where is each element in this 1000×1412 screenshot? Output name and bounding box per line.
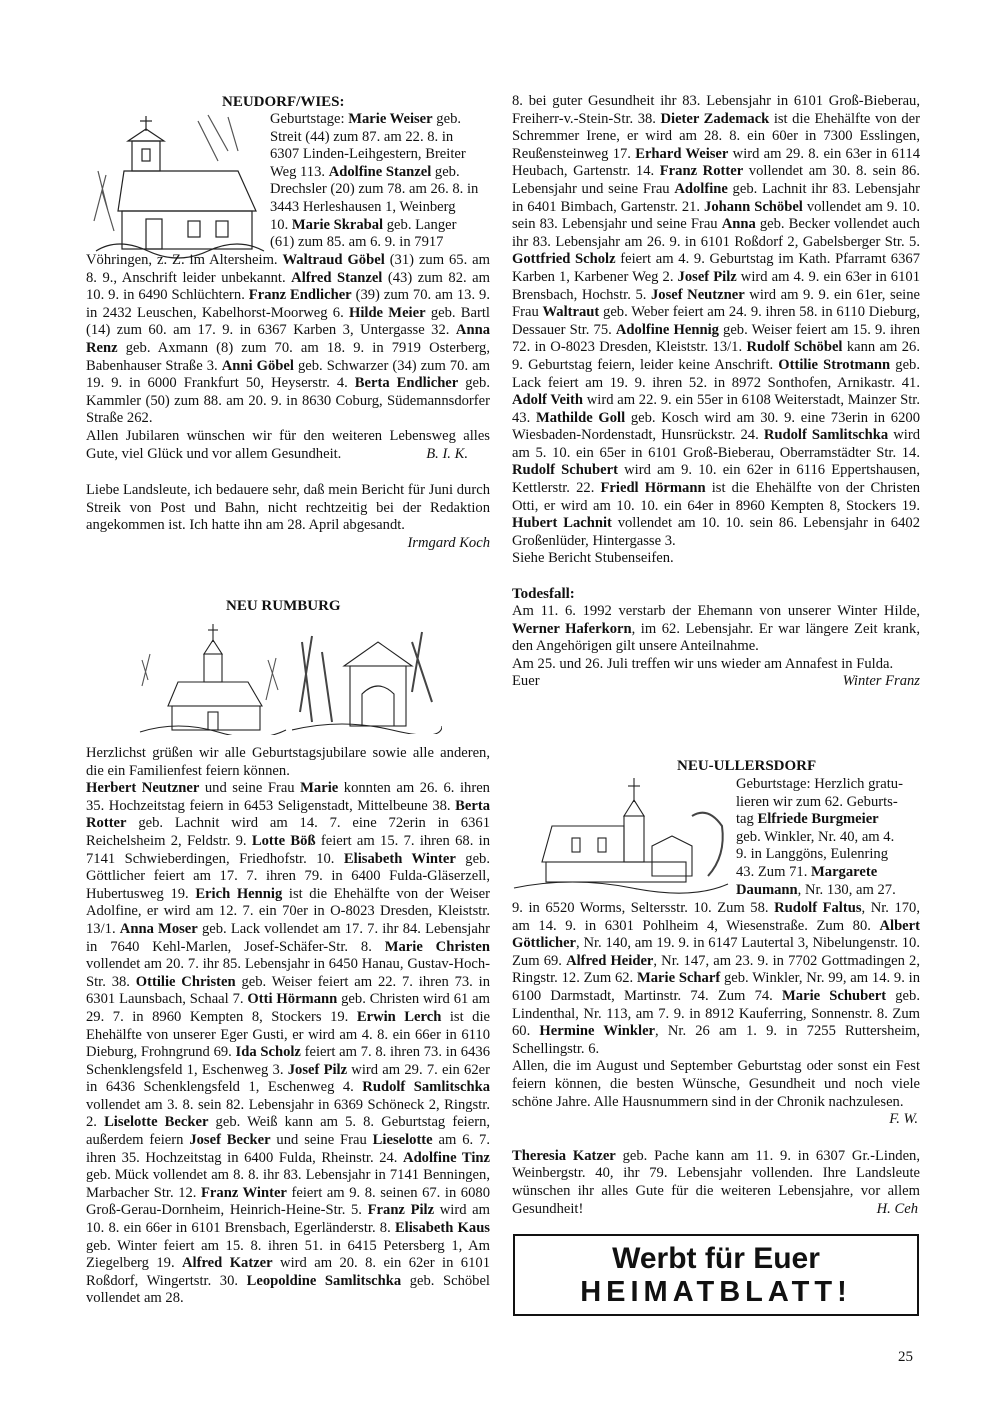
neudorf-intro-line: 3443 Herleshausen 1, Weinberg [270,198,456,215]
chapel-gate-illustration [292,622,442,734]
neudorf-intro-line: Geburtstage: Marie Weiser geb. [270,111,462,127]
heimatblatt-ad [513,1234,919,1316]
neudorf-intro-line: 10. Marie Skrabal geb. Langer [270,216,457,233]
ullersdorf-body: 9. in 6520 Worms, Seltersstr. 10. Zum 58. Rudolf Faltus, Nr. 170, am 14. 9. in 6301 Pohlheim 4, Wiesenstraße. Zum 80. Albert Göttlicher, Nr. 140, am 19. 9. in 6147 Lautertal 3, Nibelungenstr. 10. Zum 69. Alfred Heider, Nr. 147, am 23. 9. in 7702 Gottmadingen 2, Ringstr. 12. Zum 62. Marie Scharf geb. Winkler, Nr. 99, am 14. 9. in 6100 Darmstadt, Martinstr. 74. Zum 74. Marie Schubert geb. Lindenthal, Nr. 113, am 7. 9. in 8912 Kauferring, Sonnenstr. 8. Zum 60. Hermine Winkler, Nr. 26 am 1. 9. in 7255 Ruttersheim, Schellingstr. 6. [512,900,921,1057]
ad-line-1: Werbt für Euer [612,1242,820,1275]
church-illustration [88,111,266,261]
todesfall-title: Todesfall: [512,586,575,603]
todesfall-euer: Euer [512,673,540,690]
katzer-body: Theresia Katzer geb. Pache kann am 11. 9. in 6307 Gr.-Linden, Weinbergstr. 40, ihr 79. Lebensjahr vollenden. Ihre Landsleute wünschen ihr alles Gute für die weiteren Lebensjahre, vor allem Gesundheit! [512,1147,921,1217]
ullersdorf-intro-line: 9. in Langgöns, Eulenring [736,846,888,863]
ullersdorf-wishes-signature: F. W. [889,1111,918,1128]
village-church-illustration [138,620,288,735]
neudorf-intro-line: (61) zum 85. am 6. 9. in 7917 [270,234,444,251]
ullersdorf-wishes: Allen, die im August und September Geburtstag oder sonst ein Fest feiern können, die besten Wünsche, Gesundheit und noch viele schöne Jahre. Alle Hausnummern sind in der Chronik nachzulesen. [512,1058,920,1110]
neu-ullersdorf-title: NEU-ULLERSDORF [677,758,817,774]
ullersdorf-intro-line: lieren wir zum 62. Geburts- [736,793,898,810]
ad-line-2: HEIMATBLATT! [580,1276,852,1308]
ullersdorf-intro-line: geb. Winkler, Nr. 40, am 4. [736,828,895,845]
neudorf-note-signature: Irmgard Koch [407,534,490,551]
neudorf-intro-line: 6307 Linden-Leihgestern, Breiter [270,146,466,163]
ullersdorf-church-illustration [512,776,730,894]
neudorf-title: NEUDORF/WIES: [222,94,345,110]
neudorf-intro-line: Weg 113. Adolfine Stanzel geb. [270,163,460,180]
ullersdorf-intro-line: Daumann, Nr. 130, am 27. [736,881,896,898]
ullersdorf-intro-line: Geburtstage: Herzlich gratu- [736,776,903,792]
ullersdorf-intro-line: tag Elfriede Burgmeier [736,811,879,828]
neu-rumburg-body: Herzlichst grüßen wir alle Geburtstagsjubilare sowie alle anderen, die ein Familienfest feiern können. Herbert Neutzner und seine Frau Marie konnten am 26. 6. ihren 35. Hochzeitstag feiern in 6453 Seligenstadt, Mittelbeune 38. Berta Rotter geb. Lachnit wird am 14. 7. eine 72erin in 6361 Reichelsheim 2, Feldstr. 9. Lotte Böß feiert am 15. 7. ihren 68. in 7141 Schwieberdingen, Friedhofstr. 10. Elisabeth Winter geb. Göttlicher feiert am 17. 7. ihren 79. in 6400 Fulda-Gläserzell, Hubertusweg 19. Erich Hennig ist die Ehehälfte von der Weiser Adolfine, er wird am 12. 7. ein 70er in O-8023 Dresden, Kleiststr. 13/1. Anna Moser geb. Lack vollendet am 17. 7. ihr 84. Lebensjahr in 7640 Kehl-Marlen, Josef-Schäfer-Str. 8. Marie Christen vollendet am 20. 7. ihr 85. Lebensjahr in 6450 Hanau, Gustav-Hoch-Str. 38. Ottilie Christen geb. Weiser feiert am 22. 7. ihren 73. in 6301 Launsbach, Schaal 7. Otti Hörmann geb. Christen wird 61 am 29. 7. in 8960 Kempten 8, Stockers 19. Erwin Lerch ist die Ehehälfte von unserer Eger Gusti, er wird am 4. 8. ein 66er in 6110 Dieburg, Frohngrund 69. Ida Scholz feiert am 7. 8. ihren 73. in 6436 Schenklengsfeld 1, Eschenweg 3. Josef Pilz wird am 29. 7. ein 62er in 6436 Schenklengsfeld 1, Eschenweg 4. Rudolf Samlitschka vollendet am 3. 8. sein 82. Lebensjahr in 6369 Schöneck 2, Ringstr. 2. Liselotte Becker geb. Weiß kann am 5. 8. Geburtstag feiern, außerdem feiern Josef Becker und seine Frau Lieselotte am 6. 7. ihren 35. Hochzeitstag in 6400 Fulda, Rheinstr. 24. Adolfine Tinz geb. Mück vollendet am 8. 8. ihr 83. Lebensjahr in 7141 Benningen, Marbacher Str. 12. Franz Winter feiert am 9. 8. seinen 67. in 6080 Groß-Gerau-Dornheim, Heinrich-Heine-Str. 5. Franz Pilz wird am 10. 8. ein 66er in 6101 Brensbach, Egerländerstr. 8. Elisabeth Kaus geb. Winter feiert am 15. 8. ihren 51. in 6415 Petersberg 1, Am Ziegelberg 19. Alfred Katzer wird am 20. 8. ein 62er in 6101 Roßdorf, Wingertstr. 30. Leopoldine Samlitschka geb. Schöbel vollendet am 28. [86,745,491,1307]
todesfall-body: Am 11. 6. 1992 verstarb der Ehemann von unserer Winter Hilde, Werner Haferkorn, im 62. Lebensjahr. Er war längere Zeit krank, den Angehörigen gilt unsere Anteilnahme. Am 25. und 26. Juli treffen wir uns wieder am Annafest in Fulda. [512,603,920,672]
neudorf-intro-line: Drechsler (20) zum 78. am 26. 8. in [270,181,479,198]
ullersdorf-intro-line: 43. Zum 71. Margarete [736,863,878,880]
neudorf-note: Liebe Landsleute, ich bedauere sehr, daß mein Bericht für Juni durch Streik von Post und Bahn, nicht rechtzeitig bei der Redaktion angekommen ist. Ich hatte ihn am 28. April abgesandt. [86,482,490,534]
neudorf-intro-line: Streit (44) zum 87. am 22. 8. in [270,128,454,145]
neudorf-wishes: Allen Jubilaren wünschen wir für den weiteren Lebensweg alles Gute, viel Glück und vor allem Gesundheit. [86,427,490,462]
neudorf-wishes-signature: B. I. K. [426,445,468,462]
right-continuation-body: 8. bei guter Gesundheit ihr 83. Lebensjahr in 6101 Groß-Bieberau, Freiherr-v.-Stein-Str. 38. Dieter Zademack ist die Ehehälfte von der Schremmer Irene, er wird am 28. 8. ein 60er in 7300 Esslingen, Reußensteinweg 17. Erhard Weiser wird am 29. 8. ein 63er in 6114 Heubach, Gartenstr. 14. Franz Rotter vollendet am 30. 8. sein 86. Lebensjahr und seine Frau Adolfine geb. Lachnit ihr 83. Lebensjahr in 6401 Bimbach, Gartenstr. 21. Johann Schöbel vollendet am 9. 10. sein 83. Lebensjahr und seine Frau Anna geb. Becker vollendet auch ihr 83. Lebensjahr am 26. 9. in 6101 Roßdorf 2, Gabelsberger Str. 5. Gottfried Scholz feiert am 4. 9. Geburtstag im Kath. Pfarramt 6367 Karben 1, Karbener Weg 2. Josef Pilz wird am 4. 9. ein 63er in 6101 Brensbach, Hochstr. 5. Josef Neutzner wird am 9. 9. ein 61er, seine Frau Waltraut geb. Weber feiert am 24. 9. ihren 58. in 6110 Dieburg, Dessauer Str. 75. Adolfine Hennig geb. Weiser feiert am 15. 9. ihren 72. in O-8023 Dresden, Kleiststr. 13/1. Rudolf Schöbel kann am 26. 9. Geburtstag feiern, leider keine Anschrift. Ottilie Strotmann geb. Lack feiert am 19. 9. ihren 52. in 8972 Sonthofen, Arnikastr. 41. Adolf Veith wird am 22. 9. ein 55er in 6108 Weiterstadt, Mainzer Str. 43. Mathilde Goll geb. Kosch wird am 30. 9. eine 73erin in 6200 Wiesbaden-Nordenstadt, Hunsrückstr. 24. Rudolf Samlitschka wird am 5. 10. ein 65er in 6101 Groß-Bieberau, Oberramstädter Str. 14. Rudolf Schubert wird am 9. 10. ein 62er in 6116 Eppertshausen, Kettlerstr. 22. Friedl Hörmann ist die Ehehälfte von der Christen Otti, er wird am 10. 10. ein 64er in 8960 Kempten 8, Stockers 19. Hubert Lachnit vollendet am 10. 10. sein 86. Lebensjahr in 6402 Großenlüder, Hintergasse 3. Siehe Bericht Stubenseifen. [512,93,921,567]
neu-rumburg-title: NEU RUMBURG [226,598,341,614]
neudorf-body: Vöhringen, z. Z. im Altersheim. Waltraud Göbel (31) zum 65. am 8. 9., Anschrift leider unbekannt. Alfred Stanzel (43) zum 82. am 10. 9. in 6490 Schlüchtern. Franz Endlicher (39) zum 70. am 13. 9. in 2432 Leuschen, Kabelhorst-Moorweg 6. Hilde Meier geb. Bartl (14) zum 60. am 17. 9. in 6367 Karben 3, Untergasse 32. Anna Renz geb. Axmann (8) zum 70. am 18. 9. in 7919 Osterberg, Babenhauser Straße 3. Anni Göbel geb. Schwarzer (34) zum 70. am 19. 9. in 6000 Frankfurt 50, Heyserstr. 4. Berta Endlicher geb. Kammler (50) zum 88. am 20. 9. in 8630 Coburg, Südemannsdorfer Straße 262. [86,252,491,427]
katzer-signature: H. Ceh [876,1200,918,1217]
todesfall-signature: Winter Franz [842,673,920,690]
right-column [512,93,920,691]
page-number: 25 [898,1349,913,1365]
